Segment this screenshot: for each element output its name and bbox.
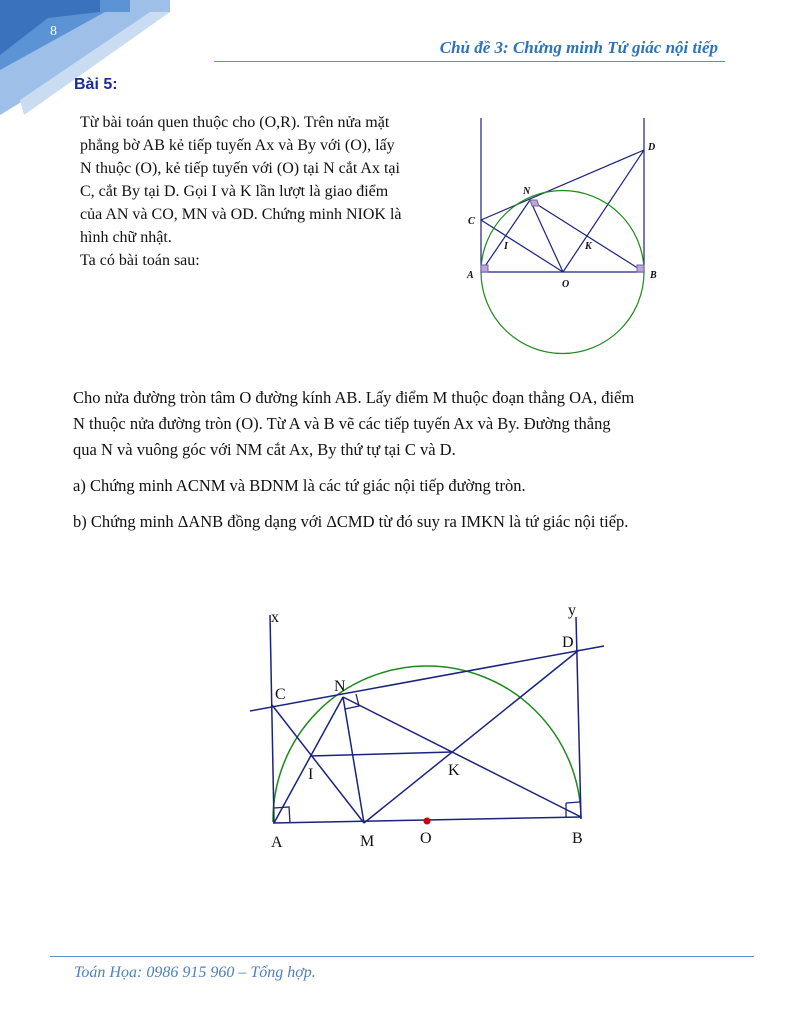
fig2-label-x: x [271, 609, 279, 626]
intro-line: hình chữ nhật. [80, 229, 172, 246]
fig2-label-k: K [448, 762, 460, 779]
fig2-label-a: A [271, 834, 283, 851]
intro-line: Từ bài toán quen thuộc cho (O,R). Trên nửa mặt [80, 114, 390, 131]
fig2-label-y: y [568, 602, 576, 619]
fig2-label-c: C [275, 686, 286, 703]
fig1-label-o: O [562, 279, 570, 290]
corner-decoration [0, 0, 180, 120]
part-a: a) Chứng minh ACNM và BDNM là các tứ giác nội tiếp đường tròn. [73, 476, 526, 495]
fig1-label-a: A [467, 270, 474, 281]
page-number: 8 [50, 24, 57, 39]
fig1-label-i: I [504, 241, 508, 252]
intro-line: của AN và CO, MN và OD. Chứng minh NIOK là [80, 206, 402, 223]
intro-line: phẳng bờ AB kẻ tiếp tuyến Ax và By với (O), lấy [80, 137, 395, 154]
fig2-label-n: N [334, 678, 346, 695]
part-b: b) Chứng minh ΔANB đồng dạng với ΔCMD từ đó suy ra IMKN là tứ giác nội tiếp. [73, 512, 629, 531]
fig1-label-d: D [648, 142, 656, 153]
fig1-label-c: C [468, 216, 475, 227]
intro-line: Ta có bài toán sau: [80, 252, 200, 269]
footer-divider [50, 956, 754, 957]
header-divider [214, 61, 725, 62]
problem-line: qua N và vuông góc với NM cắt Ax, By thứ tự tại C và D. [73, 440, 456, 459]
fig1-label-n: N [523, 186, 531, 197]
footer-text: Toán Họa: 0986 915 960 – Tổng hợp. [74, 964, 316, 981]
fig2-label-b: B [572, 830, 583, 847]
fig2-label-d: D [562, 634, 574, 651]
fig2-label-m: M [360, 833, 375, 850]
intro-line: C, cắt By tại D. Gọi I và K lần lượt là giao điểm [80, 183, 389, 200]
intro-text [80, 111, 455, 272]
problem-line: Cho nửa đường tròn tâm O đường kính AB. Lấy điểm M thuộc đoạn thẳng OA, điểm [73, 388, 635, 407]
exercise-title: Bài 5: [74, 76, 118, 93]
problem-statement [73, 385, 723, 535]
fig2-label-i: I [308, 766, 314, 783]
geometry-figure-1 [460, 108, 670, 363]
problem-line: N thuộc nửa đường tròn (O). Từ A và B vẽ các tiếp tuyến Ax và By. Đường thẳng [73, 414, 611, 433]
intro-line: N thuộc (O), kẻ tiếp tuyến với (O) tại N cắt Ax tại [80, 160, 400, 177]
fig1-label-b: B [650, 270, 657, 281]
geometry-figure-2 [240, 595, 620, 855]
fig2-label-o: O [420, 830, 432, 847]
fig1-label-k: K [585, 241, 592, 252]
header-title: Chủ đề 3: Chứng minh Tứ giác nội tiếp [439, 38, 718, 57]
